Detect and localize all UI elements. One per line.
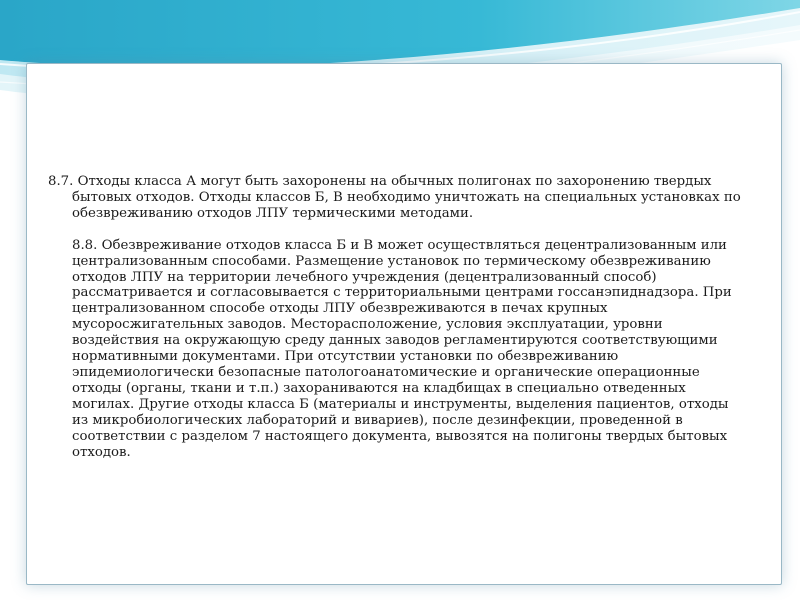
paragraph-8-7: 8.7. Отходы класса А могут быть захоронены на обычных полигонах по захоронению твердых бытовых отходов. Отходы классов Б, В необходимо уничтожать на специальных установках по обезвреживанию отходов ЛПУ термическими методами. [48,174,741,221]
slide-body [48,174,748,460]
paragraph-8-8: 8.8. Обезвреживание отходов класса Б и В может осуществляться децентрализованным или централизованным способами. Размещение установок по термическому обезвреживанию отходов ЛПУ на территории лечебного учреждения (децентрализованный способ) рассматривается и согласовывается с территориальными центрами госсанэпиднадзора. При централизованном способе отходы ЛПУ обезвреживаются в печах крупных мусоросжигательных заводов. Месторасположение, условия эксплуатации, уровни воздействия на окружающую среду данных заводов регламентируются соответствующими нормативными документами. При отсутствии установки по обезвреживанию эпидемиологически безопасные патологоанатомические и органические операционные отходы (органы, ткани и т.п.) захораниваются на кладбищах в специально отведенных могилах. Другие отходы класса Б (материалы и инструменты, выделения пациентов, отходы из микробиологических лабораторий и вивариев), после дезинфекции, проведенной в соответствии с разделом 7 настоящего документа, вывозятся на полигоны твердых бытовых отходов. [72,237,732,460]
